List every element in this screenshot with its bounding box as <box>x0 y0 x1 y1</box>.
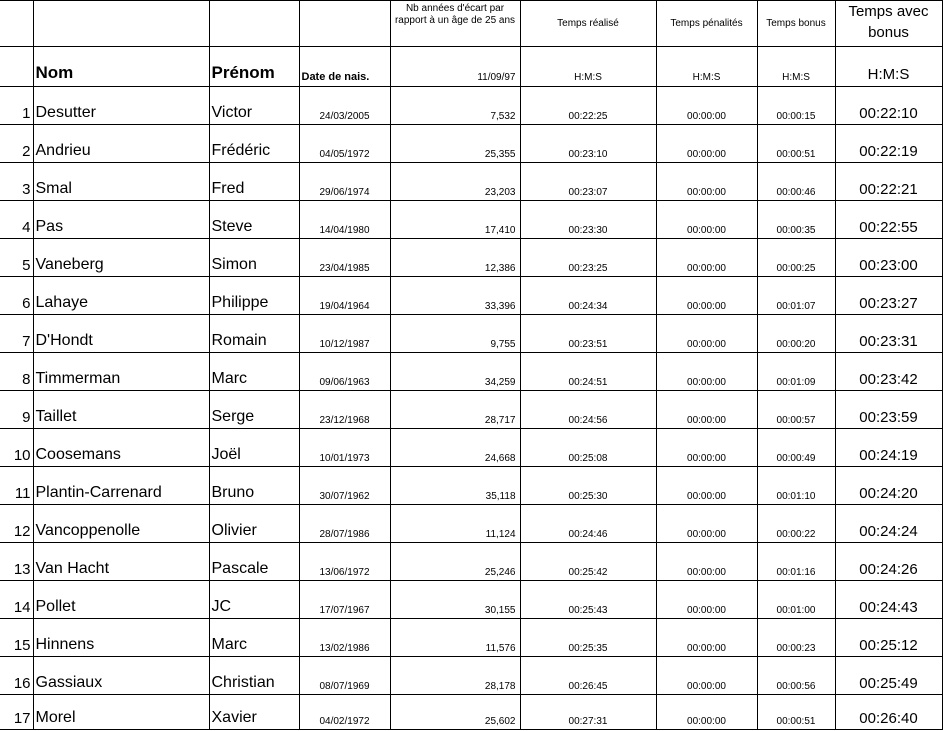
nom-cell: Andrieu <box>33 125 209 163</box>
temps-penalites-header: Temps pénalités <box>656 1 757 47</box>
temps-realise-cell: 00:27:31 <box>520 695 656 730</box>
date-naissance-cell: 13/06/1972 <box>299 543 390 581</box>
nom-cell: Lahaye <box>33 277 209 315</box>
prenom-cell: Steve <box>209 201 299 239</box>
temps-avec-bonus-cell: 00:24:26 <box>835 543 942 581</box>
temps-avec-bonus-cell: 00:23:31 <box>835 315 942 353</box>
temps-realise-cell: 00:23:10 <box>520 125 656 163</box>
temps-bonus-cell: 00:00:51 <box>757 125 835 163</box>
prenom-cell: Joël <box>209 429 299 467</box>
date-naissance-cell: 23/04/1985 <box>299 239 390 277</box>
date-naissance-cell: 13/02/1986 <box>299 619 390 657</box>
prenom-cell: JC <box>209 581 299 619</box>
temps-realise-cell: 00:23:30 <box>520 201 656 239</box>
table-row <box>0 505 942 543</box>
table-row <box>0 239 942 277</box>
row-index: 17 <box>0 695 33 730</box>
nom-cell: Desutter <box>33 87 209 125</box>
prenom-cell: Philippe <box>209 277 299 315</box>
avec-bonus-unit: H:M:S <box>835 47 942 87</box>
temps-penalites-cell: 00:00:00 <box>656 87 757 125</box>
date-naissance-cell: 14/04/1980 <box>299 201 390 239</box>
table-row <box>0 163 942 201</box>
temps-bonus-cell: 00:00:56 <box>757 657 835 695</box>
date-naissance-cell: 30/07/1962 <box>299 467 390 505</box>
temps-bonus-cell: 00:00:25 <box>757 239 835 277</box>
date-naissance-cell: 10/01/1973 <box>299 429 390 467</box>
nom-cell: Vaneberg <box>33 239 209 277</box>
nom-cell: Taillet <box>33 391 209 429</box>
row-index: 4 <box>0 201 33 239</box>
temps-penalites-cell: 00:00:00 <box>656 429 757 467</box>
prenom-cell: Christian <box>209 657 299 695</box>
temps-avec-bonus-cell: 00:22:19 <box>835 125 942 163</box>
row-index: 9 <box>0 391 33 429</box>
temps-penalites-cell: 00:00:00 <box>656 581 757 619</box>
nom-cell: Pas <box>33 201 209 239</box>
nb-annees-cell: 23,203 <box>390 163 520 201</box>
prenom-cell: Marc <box>209 619 299 657</box>
table-row <box>0 429 942 467</box>
row-index: 6 <box>0 277 33 315</box>
nom-cell: Vancoppenolle <box>33 505 209 543</box>
row-index: 5 <box>0 239 33 277</box>
nb-annees-cell: 35,118 <box>390 467 520 505</box>
row-index: 15 <box>0 619 33 657</box>
temps-avec-bonus-cell: 00:22:10 <box>835 87 942 125</box>
table-row <box>0 125 942 163</box>
temps-avec-bonus-header: Temps avec bonus <box>835 1 942 47</box>
prenom-cell: Marc <box>209 353 299 391</box>
table-row <box>0 315 942 353</box>
temps-penalites-cell: 00:00:00 <box>656 125 757 163</box>
date-naissance-cell: 24/03/2005 <box>299 87 390 125</box>
row-index: 10 <box>0 429 33 467</box>
prenom-cell: Bruno <box>209 467 299 505</box>
temps-penalites-cell: 00:00:00 <box>656 163 757 201</box>
temps-penalites-cell: 00:00:00 <box>656 315 757 353</box>
temps-realise-cell: 00:24:34 <box>520 277 656 315</box>
bonus-unit: H:M:S <box>757 47 835 87</box>
date-naissance-cell: 04/02/1972 <box>299 695 390 730</box>
nom-cell: Coosemans <box>33 429 209 467</box>
prenom-header: Prénom <box>209 47 299 87</box>
temps-realise-cell: 00:26:45 <box>520 657 656 695</box>
nb-annees-cell: 25,355 <box>390 125 520 163</box>
temps-bonus-cell: 00:01:07 <box>757 277 835 315</box>
table-row <box>0 657 942 695</box>
temps-realise-header: Temps réalisé <box>520 1 656 47</box>
date-naissance-cell: 28/07/1986 <box>299 505 390 543</box>
temps-bonus-cell: 00:01:00 <box>757 581 835 619</box>
date-naissance-cell: 23/12/1968 <box>299 391 390 429</box>
temps-penalites-cell: 00:00:00 <box>656 239 757 277</box>
temps-realise-cell: 00:25:43 <box>520 581 656 619</box>
temps-realise-cell: 00:24:56 <box>520 391 656 429</box>
temps-penalites-cell: 00:00:00 <box>656 353 757 391</box>
temps-penalites-cell: 00:00:00 <box>656 657 757 695</box>
temps-avec-bonus-cell: 00:23:59 <box>835 391 942 429</box>
temps-avec-bonus-cell: 00:23:27 <box>835 277 942 315</box>
temps-bonus-cell: 00:01:16 <box>757 543 835 581</box>
prenom-cell: Serge <box>209 391 299 429</box>
temps-avec-bonus-cell: 00:26:40 <box>835 695 942 730</box>
temps-avec-bonus-cell: 00:23:00 <box>835 239 942 277</box>
temps-avec-bonus-cell: 00:24:19 <box>835 429 942 467</box>
prenom-header-top-cell <box>209 1 299 47</box>
temps-avec-bonus-cell: 00:22:21 <box>835 163 942 201</box>
date-header-top-cell <box>299 1 390 47</box>
temps-realise-cell: 00:23:51 <box>520 315 656 353</box>
table-row <box>0 87 942 125</box>
temps-bonus-cell: 00:00:35 <box>757 201 835 239</box>
temps-avec-bonus-cell: 00:23:42 <box>835 353 942 391</box>
row-index: 16 <box>0 657 33 695</box>
temps-realise-cell: 00:22:25 <box>520 87 656 125</box>
temps-bonus-cell: 00:00:20 <box>757 315 835 353</box>
nb-annees-cell: 33,396 <box>390 277 520 315</box>
nb-annees-cell: 28,178 <box>390 657 520 695</box>
table-row <box>0 201 942 239</box>
row-index: 8 <box>0 353 33 391</box>
table-row <box>0 467 942 505</box>
nb-annees-cell: 12,386 <box>390 239 520 277</box>
temps-penalites-cell: 00:00:00 <box>656 277 757 315</box>
nb-annees-cell: 25,246 <box>390 543 520 581</box>
date-naissance-cell: 08/07/1969 <box>299 657 390 695</box>
row-index: 7 <box>0 315 33 353</box>
index-header-cell-2 <box>0 47 33 87</box>
prenom-cell: Pascale <box>209 543 299 581</box>
row-index: 3 <box>0 163 33 201</box>
table-row <box>0 543 942 581</box>
temps-avec-bonus-cell: 00:24:43 <box>835 581 942 619</box>
table-row <box>0 619 942 657</box>
prenom-cell: Romain <box>209 315 299 353</box>
temps-bonus-cell: 00:01:10 <box>757 467 835 505</box>
nom-cell: Morel <box>33 695 209 730</box>
temps-penalites-cell: 00:00:00 <box>656 467 757 505</box>
row-index: 2 <box>0 125 33 163</box>
prenom-cell: Simon <box>209 239 299 277</box>
temps-penalites-cell: 00:00:00 <box>656 695 757 730</box>
temps-realise-cell: 00:25:30 <box>520 467 656 505</box>
nb-annees-cell: 9,755 <box>390 315 520 353</box>
temps-bonus-cell: 00:00:57 <box>757 391 835 429</box>
row-index: 12 <box>0 505 33 543</box>
table-row <box>0 695 942 730</box>
temps-bonus-cell: 00:00:46 <box>757 163 835 201</box>
table-row <box>0 391 942 429</box>
date-naissance-cell: 17/07/1967 <box>299 581 390 619</box>
realise-unit: H:M:S <box>520 47 656 87</box>
table-row <box>0 353 942 391</box>
row-index: 11 <box>0 467 33 505</box>
temps-penalites-cell: 00:00:00 <box>656 505 757 543</box>
nb-annees-cell: 11,124 <box>390 505 520 543</box>
temps-bonus-cell: 00:00:15 <box>757 87 835 125</box>
nom-cell: Gassiaux <box>33 657 209 695</box>
temps-penalites-cell: 00:00:00 <box>656 543 757 581</box>
temps-bonus-cell: 00:00:22 <box>757 505 835 543</box>
date-naissance-cell: 19/04/1964 <box>299 277 390 315</box>
nb-annees-cell: 25,602 <box>390 695 520 730</box>
nom-cell: Smal <box>33 163 209 201</box>
row-index: 14 <box>0 581 33 619</box>
table-row <box>0 277 942 315</box>
temps-realise-cell: 00:25:08 <box>520 429 656 467</box>
header-row-1 <box>0 1 942 47</box>
temps-avec-bonus-cell: 00:25:12 <box>835 619 942 657</box>
prenom-cell: Fred <box>209 163 299 201</box>
date-naissance-cell: 09/06/1963 <box>299 353 390 391</box>
temps-penalites-cell: 00:00:00 <box>656 619 757 657</box>
nb-annees-cell: 24,668 <box>390 429 520 467</box>
nom-cell: Pollet <box>33 581 209 619</box>
date-naissance-cell: 04/05/1972 <box>299 125 390 163</box>
nom-cell: Hinnens <box>33 619 209 657</box>
temps-penalites-cell: 00:00:00 <box>656 391 757 429</box>
prenom-cell: Olivier <box>209 505 299 543</box>
nom-cell: Plantin-Carrenard <box>33 467 209 505</box>
date-naissance-cell: 29/06/1974 <box>299 163 390 201</box>
prenom-cell: Victor <box>209 87 299 125</box>
temps-avec-bonus-cell: 00:25:49 <box>835 657 942 695</box>
temps-realise-cell: 00:23:07 <box>520 163 656 201</box>
nom-header: Nom <box>33 47 209 87</box>
temps-realise-cell: 00:24:51 <box>520 353 656 391</box>
nb-annees-cell: 17,410 <box>390 201 520 239</box>
row-index: 13 <box>0 543 33 581</box>
index-header-cell <box>0 1 33 47</box>
nb-annees-cell: 34,259 <box>390 353 520 391</box>
header-row-2 <box>0 47 942 87</box>
nom-cell: Timmerman <box>33 353 209 391</box>
temps-penalites-cell: 00:00:00 <box>656 201 757 239</box>
temps-realise-cell: 00:23:25 <box>520 239 656 277</box>
nom-cell: D'Hondt <box>33 315 209 353</box>
temps-realise-cell: 00:25:35 <box>520 619 656 657</box>
prenom-cell: Xavier <box>209 695 299 730</box>
temps-realise-cell: 00:24:46 <box>520 505 656 543</box>
temps-realise-cell: 00:25:42 <box>520 543 656 581</box>
table-row <box>0 581 942 619</box>
temps-bonus-cell: 00:00:49 <box>757 429 835 467</box>
nb-annees-cell: 7,532 <box>390 87 520 125</box>
temps-avec-bonus-cell: 00:22:55 <box>835 201 942 239</box>
nb-annees-cell: 28,717 <box>390 391 520 429</box>
temps-bonus-cell: 00:01:09 <box>757 353 835 391</box>
date-naissance-cell: 10/12/1987 <box>299 315 390 353</box>
row-index: 1 <box>0 87 33 125</box>
date-nais-header: Date de nais. <box>299 47 390 87</box>
nom-header-top-cell <box>33 1 209 47</box>
temps-avec-bonus-cell: 00:24:20 <box>835 467 942 505</box>
temps-bonus-header: Temps bonus <box>757 1 835 47</box>
penalites-unit: H:M:S <box>656 47 757 87</box>
reference-date: 11/09/97 <box>390 47 520 87</box>
prenom-cell: Frédéric <box>209 125 299 163</box>
nb-annees-header: Nb années d'écart par rapport à un âge de 25 ans <box>390 1 520 47</box>
temps-bonus-cell: 00:00:23 <box>757 619 835 657</box>
temps-bonus-cell: 00:00:51 <box>757 695 835 730</box>
temps-avec-bonus-cell: 00:24:24 <box>835 505 942 543</box>
nom-cell: Van Hacht <box>33 543 209 581</box>
nb-annees-cell: 30,155 <box>390 581 520 619</box>
nb-annees-cell: 11,576 <box>390 619 520 657</box>
